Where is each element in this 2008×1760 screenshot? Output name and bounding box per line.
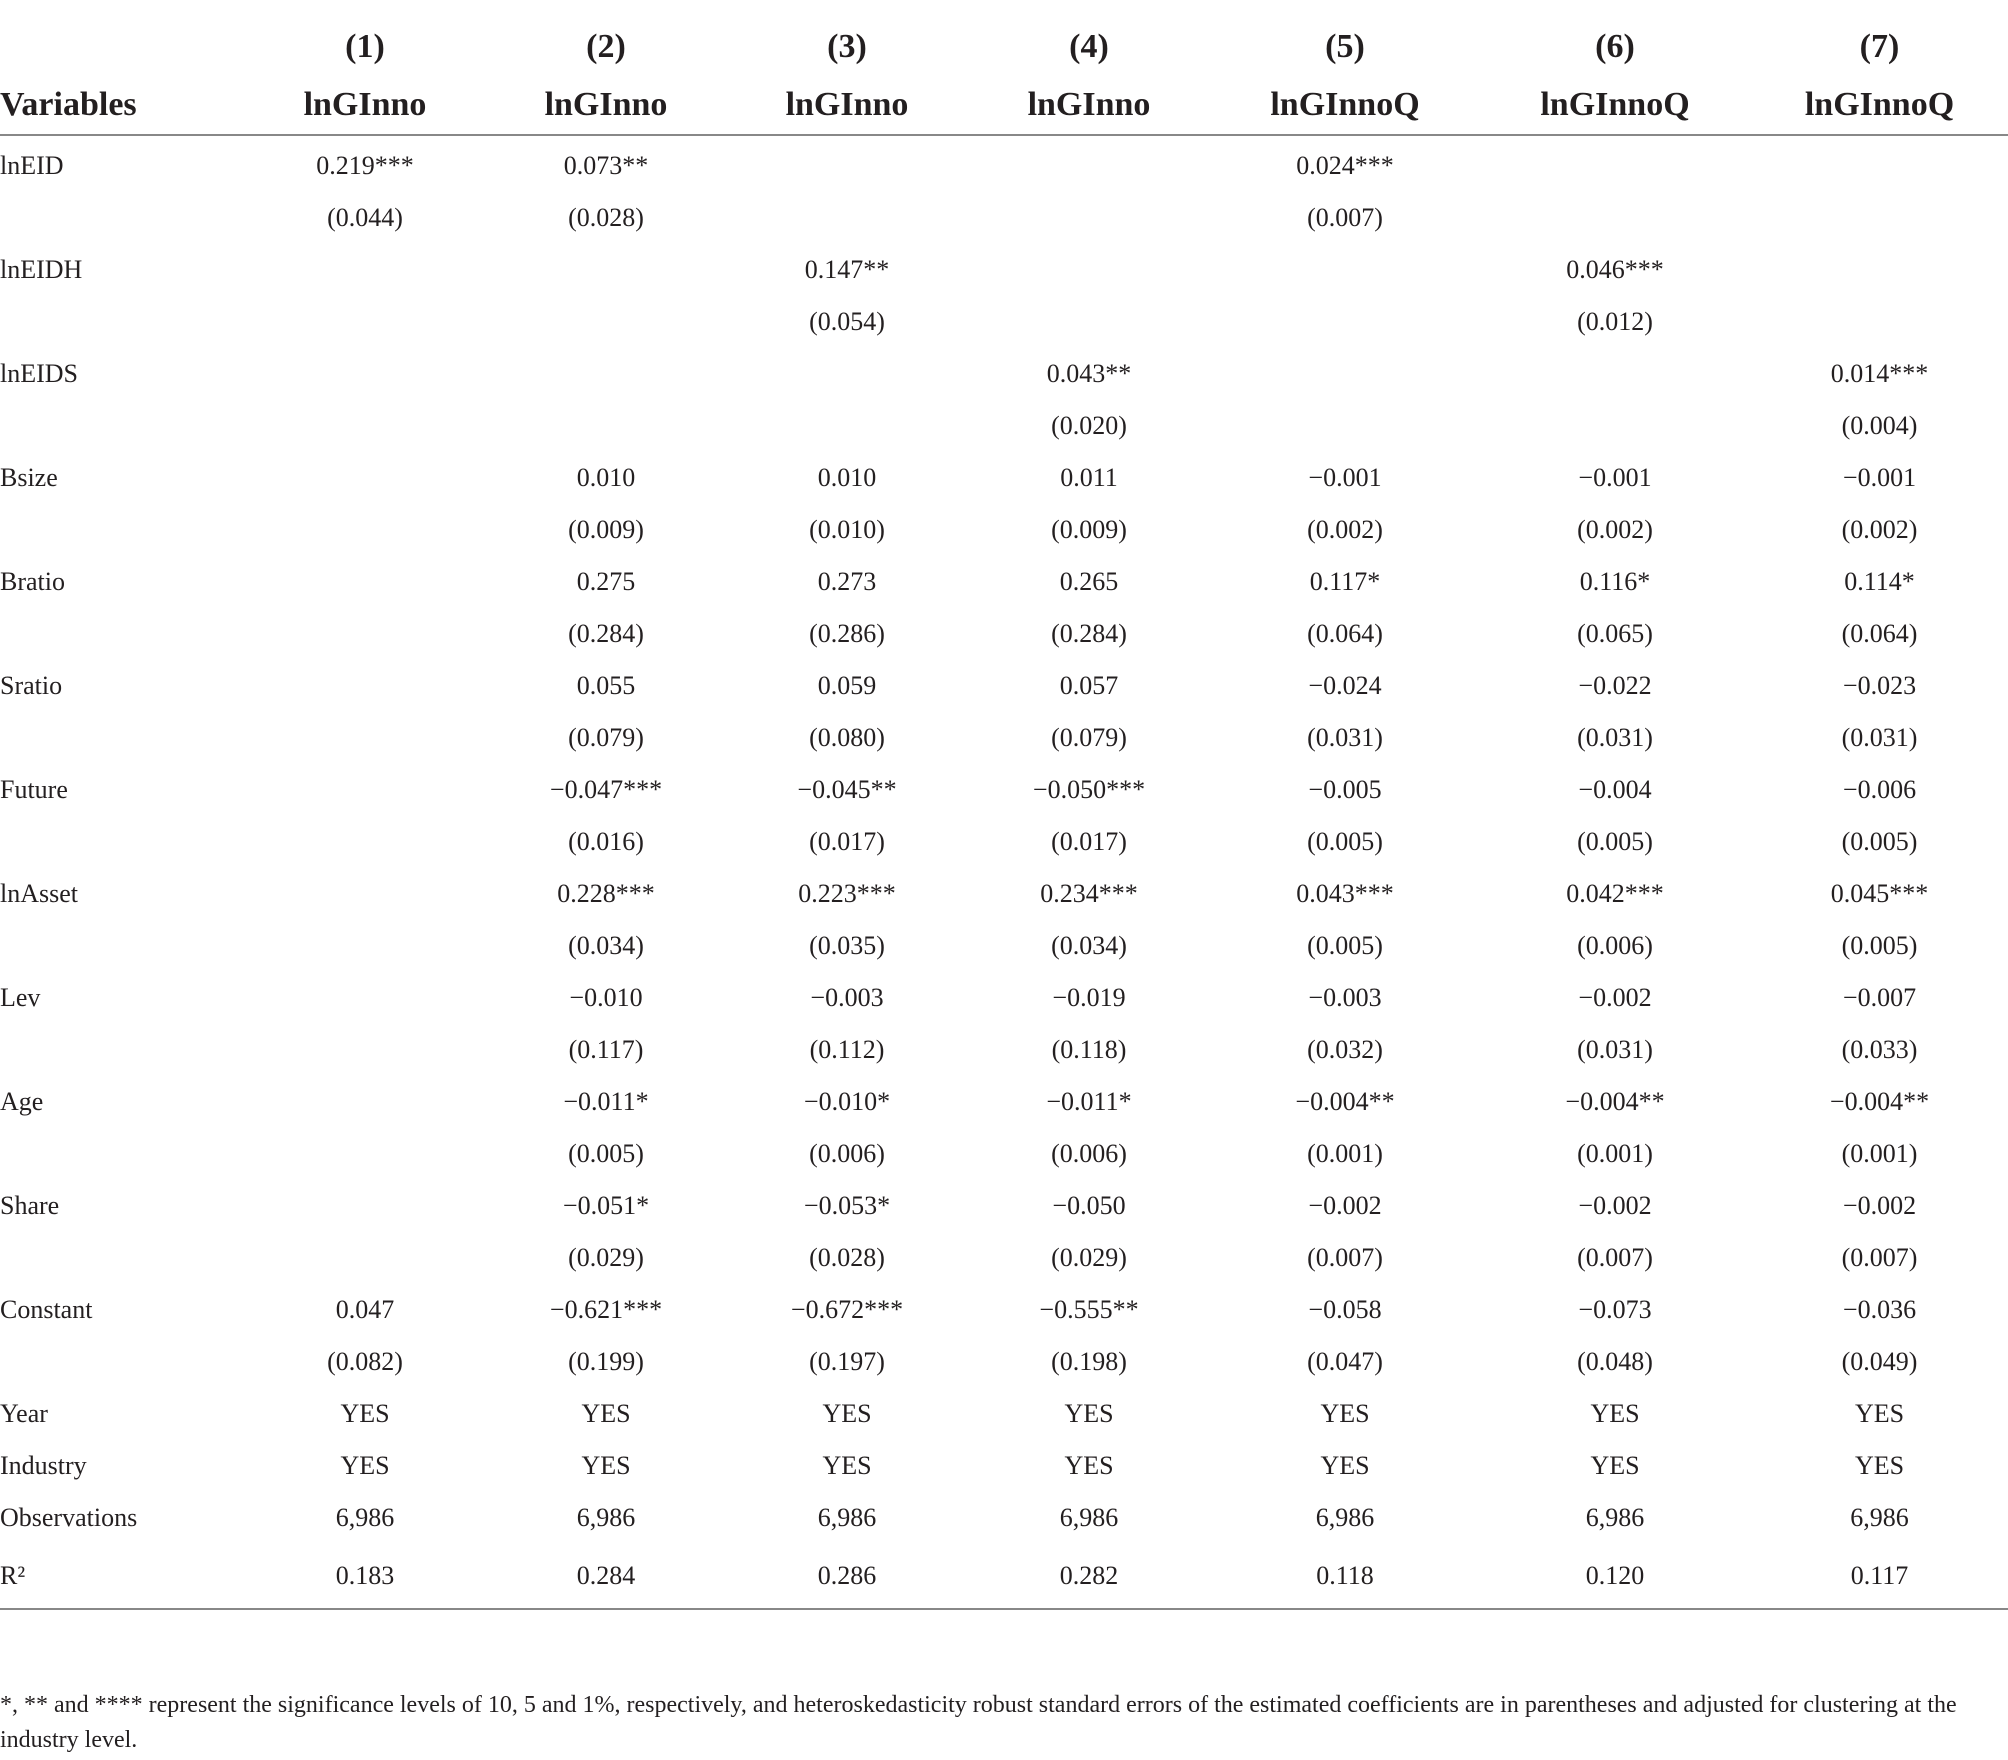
table-row <box>0 504 2008 556</box>
table-cell: −0.672*** <box>790 1295 904 1324</box>
table-row <box>0 1388 2008 1440</box>
row-variable-label <box>0 504 245 556</box>
table-cell <box>245 1024 485 1076</box>
table-row <box>0 296 2008 348</box>
table-cell: (0.079) <box>1051 723 1127 752</box>
table-cell: 0.046*** <box>1566 255 1664 284</box>
table-cell: (0.117) <box>568 1035 644 1064</box>
table-cell: (0.049) <box>1841 1347 1918 1376</box>
table-cell: (0.284) <box>568 619 644 648</box>
table-cell: 0.219*** <box>316 151 414 180</box>
row-variable-label: Bratio <box>0 567 65 596</box>
table-cell <box>245 1232 485 1284</box>
row-variable-label: Future <box>0 775 68 804</box>
table-cell: (0.065) <box>1577 619 1653 648</box>
table-body <box>0 135 2008 1609</box>
regression-table-container <box>0 18 2008 1610</box>
table-cell <box>727 400 967 452</box>
table-cell: (0.054) <box>809 307 885 336</box>
table-cell: (0.001) <box>1307 1139 1383 1168</box>
column-number: (6) <box>1595 28 1635 65</box>
table-row <box>0 608 2008 660</box>
table-cell: 0.120 <box>1479 1544 1751 1609</box>
table-cell: 0.010 <box>817 463 877 492</box>
table-cell: 0.275 <box>576 567 636 596</box>
table-cell: (0.064) <box>1307 619 1383 648</box>
table-cell: YES <box>581 1399 631 1428</box>
table-cell: −0.010* <box>803 1087 891 1116</box>
column-number: (7) <box>1859 28 1900 65</box>
table-cell: (0.006) <box>1051 1139 1127 1168</box>
table-cell: 0.282 <box>967 1544 1211 1609</box>
table-cell <box>245 972 485 1024</box>
column-number: (2) <box>586 28 626 65</box>
table-cell <box>245 608 485 660</box>
table-row <box>0 452 2008 504</box>
table-cell: 0.223*** <box>798 879 896 908</box>
table-cell: −0.045** <box>797 775 897 804</box>
row-variable-label: Bsize <box>0 463 58 492</box>
table-cell: (0.112) <box>809 1035 885 1064</box>
table-cell: 6,986 <box>1059 1503 1119 1532</box>
table-cell: (0.118) <box>1051 1035 1127 1064</box>
table-cell: −0.004** <box>1565 1087 1665 1116</box>
table-cell: (0.079) <box>568 723 644 752</box>
table-cell: (0.005) <box>1577 827 1653 856</box>
table-row <box>0 1336 2008 1388</box>
row-variable-label <box>0 1128 245 1180</box>
table-cell: (0.028) <box>568 203 644 232</box>
table-cell: (0.006) <box>809 1139 885 1168</box>
table-cell: −0.004** <box>1829 1087 1930 1116</box>
column-number: (5) <box>1325 28 1365 65</box>
table-cell <box>1751 296 2008 348</box>
table-cell: (0.012) <box>1577 307 1653 336</box>
dependent-variable-header: lnGInnoQ <box>1211 76 1479 135</box>
table-cell: (0.029) <box>1051 1243 1127 1272</box>
table-row <box>0 1440 2008 1492</box>
table-cell: −0.002 <box>1308 1191 1382 1220</box>
table-cell: −0.004 <box>1578 775 1652 804</box>
table-cell <box>1211 400 1479 452</box>
table-cell <box>245 244 485 296</box>
table-cell: −0.001 <box>1578 463 1652 492</box>
table-row <box>0 348 2008 400</box>
table-cell: YES <box>1854 1451 1905 1480</box>
row-variable-label <box>0 920 245 972</box>
column-number: (4) <box>1069 28 1109 65</box>
table-row <box>0 816 2008 868</box>
table-cell <box>967 192 1211 244</box>
table-cell <box>245 660 485 712</box>
table-cell <box>245 1128 485 1180</box>
table-cell: YES <box>1064 1451 1114 1480</box>
table-cell: 0.045*** <box>1830 879 1929 908</box>
table-row <box>0 135 2008 192</box>
column-number-row <box>0 18 2008 76</box>
row-variable-label: lnAsset <box>0 879 78 908</box>
table-cell: (0.007) <box>1577 1243 1653 1272</box>
table-cell: 0.055 <box>576 671 636 700</box>
table-cell <box>485 296 727 348</box>
table-cell <box>1211 244 1479 296</box>
row-variable-label <box>0 1024 245 1076</box>
table-cell: (0.031) <box>1577 723 1653 752</box>
table-row <box>0 1024 2008 1076</box>
row-variable-label: Lev <box>0 983 41 1012</box>
table-cell: (0.064) <box>1841 619 1918 648</box>
table-row <box>0 1128 2008 1180</box>
table-cell: −0.002 <box>1578 1191 1652 1220</box>
row-variable-label <box>0 296 245 348</box>
table-cell: (0.082) <box>327 1347 403 1376</box>
table-cell: (0.009) <box>568 515 644 544</box>
table-cell: (0.197) <box>809 1347 885 1376</box>
table-cell: 0.117 <box>1751 1544 2008 1609</box>
table-cell: (0.047) <box>1307 1347 1383 1376</box>
table-cell: −0.036 <box>1842 1295 1917 1324</box>
table-cell: (0.031) <box>1841 723 1918 752</box>
table-row <box>0 400 2008 452</box>
table-cell: (0.284) <box>1051 619 1127 648</box>
column-number: (3) <box>827 28 867 65</box>
header-blank-cell <box>0 18 245 76</box>
table-cell: 0.284 <box>485 1544 727 1609</box>
table-cell <box>245 1076 485 1128</box>
table-cell: 0.059 <box>817 671 877 700</box>
table-cell: −0.555** <box>1039 1295 1139 1324</box>
table-cell: (0.080) <box>809 723 885 752</box>
table-cell: (0.033) <box>1841 1035 1918 1064</box>
table-cell <box>245 296 485 348</box>
table-cell: 6,986 <box>1850 1503 1909 1532</box>
table-cell: (0.034) <box>1051 931 1127 960</box>
table-row <box>0 244 2008 296</box>
table-cell: −0.005 <box>1308 775 1382 804</box>
table-cell: (0.010) <box>809 515 885 544</box>
table-cell: (0.007) <box>1841 1243 1918 1272</box>
table-cell: (0.001) <box>1577 1139 1653 1168</box>
table-cell: (0.009) <box>1051 515 1127 544</box>
table-cell <box>967 135 1211 192</box>
table-cell: 0.114* <box>1844 567 1915 596</box>
table-row <box>0 192 2008 244</box>
table-cell: (0.007) <box>1307 203 1383 232</box>
table-cell: −0.011* <box>1046 1087 1132 1116</box>
table-cell: (0.199) <box>568 1347 644 1376</box>
table-row <box>0 1544 2008 1609</box>
table-cell: (0.032) <box>1307 1035 1383 1064</box>
row-variable-label <box>0 712 245 764</box>
row-variable-label: Year <box>0 1399 48 1428</box>
table-cell: 0.273 <box>817 567 877 596</box>
regression-table <box>0 18 2008 1610</box>
table-cell: 0.011 <box>1060 463 1118 492</box>
table-cell <box>245 452 485 504</box>
column-number: (1) <box>345 28 385 65</box>
row-variable-label: Share <box>0 1191 60 1220</box>
table-cell: 0.014*** <box>1830 359 1929 388</box>
table-cell: −0.053* <box>803 1191 891 1220</box>
table-cell <box>485 400 727 452</box>
table-row <box>0 868 2008 920</box>
table-cell: (0.020) <box>1051 411 1127 440</box>
table-cell <box>1479 400 1751 452</box>
table-cell: 6,986 <box>1585 1503 1645 1532</box>
row-variable-label: Sratio <box>0 671 63 700</box>
table-cell <box>245 1180 485 1232</box>
table-cell: (0.005) <box>1841 931 1918 960</box>
table-cell <box>245 556 485 608</box>
table-cell <box>1751 244 2008 296</box>
row-variable-label <box>0 608 245 660</box>
table-cell: YES <box>1590 1451 1640 1480</box>
table-cell: −0.001 <box>1842 463 1917 492</box>
table-cell: 6,986 <box>817 1503 877 1532</box>
table-cell: (0.017) <box>1051 827 1127 856</box>
row-variable-label <box>0 400 245 452</box>
row-variable-label <box>0 1232 245 1284</box>
table-cell: YES <box>1590 1399 1640 1428</box>
table-cell: (0.002) <box>1841 515 1918 544</box>
table-row <box>0 1076 2008 1128</box>
table-cell: −0.011* <box>563 1087 649 1116</box>
table-cell: 0.043** <box>1046 359 1132 388</box>
table-cell: −0.003 <box>810 983 884 1012</box>
table-cell: (0.031) <box>1307 723 1383 752</box>
table-cell: −0.003 <box>1308 983 1382 1012</box>
table-header <box>0 18 2008 135</box>
table-cell: −0.050 <box>1052 1191 1126 1220</box>
table-cell <box>1479 348 1751 400</box>
table-cell <box>245 348 485 400</box>
table-cell: (0.016) <box>568 827 644 856</box>
table-cell: −0.047*** <box>549 775 663 804</box>
table-cell: YES <box>1320 1451 1370 1480</box>
table-cell: 6,986 <box>335 1503 395 1532</box>
table-cell: −0.051* <box>562 1191 650 1220</box>
row-variable-label <box>0 1336 245 1388</box>
table-cell: 0.228*** <box>557 879 655 908</box>
row-variable-label: Age <box>0 1087 44 1116</box>
table-cell <box>245 400 485 452</box>
table-cell: (0.001) <box>1841 1139 1918 1168</box>
table-cell: 0.073** <box>563 151 649 180</box>
table-row <box>0 1284 2008 1336</box>
table-cell <box>245 504 485 556</box>
dependent-variable-header: lnGInno <box>245 76 485 135</box>
table-cell: (0.017) <box>809 827 885 856</box>
table-cell: YES <box>1064 1399 1114 1428</box>
table-cell: −0.050*** <box>1032 775 1146 804</box>
table-cell: YES <box>340 1451 390 1480</box>
table-cell: (0.198) <box>1051 1347 1127 1376</box>
table-cell <box>245 816 485 868</box>
row-variable-label: R² <box>0 1544 245 1609</box>
dependent-variable-header: lnGInnoQ <box>1479 76 1751 135</box>
table-cell <box>245 764 485 816</box>
variables-header: Variables <box>0 76 245 135</box>
table-cell: −0.621*** <box>549 1295 663 1324</box>
table-cell <box>1211 348 1479 400</box>
table-cell: (0.034) <box>568 931 644 960</box>
table-cell: 0.118 <box>1211 1544 1479 1609</box>
table-cell: 0.043*** <box>1296 879 1394 908</box>
dependent-variable-header: lnGInno <box>727 76 967 135</box>
table-row <box>0 920 2008 972</box>
row-variable-label: Constant <box>0 1295 93 1324</box>
row-variable-label: lnEIDH <box>0 255 83 284</box>
table-row <box>0 712 2008 764</box>
table-cell: (0.002) <box>1577 515 1653 544</box>
table-cell <box>245 712 485 764</box>
table-cell: YES <box>822 1451 872 1480</box>
table-cell: −0.007 <box>1842 983 1917 1012</box>
table-row <box>0 1232 2008 1284</box>
table-row <box>0 660 2008 712</box>
table-cell: (0.005) <box>1307 931 1383 960</box>
row-variable-label: Observations <box>0 1503 138 1532</box>
table-row <box>0 972 2008 1024</box>
table-cell: 0.117* <box>1309 567 1381 596</box>
table-cell: −0.010 <box>569 983 643 1012</box>
table-row <box>0 1492 2008 1544</box>
table-cell <box>967 244 1211 296</box>
table-cell <box>1211 296 1479 348</box>
table-cell: YES <box>340 1399 390 1428</box>
table-cell <box>245 868 485 920</box>
table-cell: −0.002 <box>1842 1191 1917 1220</box>
table-cell <box>1479 192 1751 244</box>
row-variable-label <box>0 192 245 244</box>
table-cell: (0.007) <box>1307 1243 1383 1272</box>
table-cell: 0.024*** <box>1296 151 1394 180</box>
dependent-variable-header: lnGInnoQ <box>1751 76 2008 135</box>
table-cell: (0.035) <box>809 931 885 960</box>
table-cell: (0.029) <box>568 1243 644 1272</box>
table-cell: −0.019 <box>1052 983 1126 1012</box>
table-cell: (0.044) <box>327 203 403 232</box>
table-cell: (0.006) <box>1577 931 1653 960</box>
dependent-variable-header: lnGInno <box>967 76 1211 135</box>
table-cell: (0.005) <box>568 1139 644 1168</box>
table-cell: (0.031) <box>1577 1035 1653 1064</box>
table-cell <box>967 296 1211 348</box>
row-variable-label: lnEID <box>0 151 64 180</box>
table-cell: (0.286) <box>809 619 885 648</box>
table-cell: 0.265 <box>1059 567 1119 596</box>
table-cell: −0.058 <box>1308 1295 1382 1324</box>
table-cell: −0.022 <box>1578 671 1652 700</box>
table-cell <box>1751 192 2008 244</box>
row-variable-label <box>0 816 245 868</box>
column-name-row <box>0 76 2008 135</box>
table-cell: −0.024 <box>1308 671 1382 700</box>
row-variable-label: lnEIDS <box>0 359 78 388</box>
row-variable-label: Industry <box>0 1451 87 1480</box>
table-cell: 0.183 <box>245 1544 485 1609</box>
table-cell <box>1751 135 2008 192</box>
table-cell: 0.286 <box>727 1544 967 1609</box>
table-cell: (0.002) <box>1307 515 1383 544</box>
table-cell: 0.047 <box>335 1295 395 1324</box>
table-cell: 0.116* <box>1579 567 1651 596</box>
table-cell <box>485 244 727 296</box>
table-cell: 6,986 <box>1315 1503 1375 1532</box>
table-cell: YES <box>822 1399 872 1428</box>
table-cell: 0.010 <box>576 463 636 492</box>
table-row <box>0 1180 2008 1232</box>
table-cell: −0.023 <box>1842 671 1917 700</box>
table-footnote: *, ** and **** represent the significance levels of 10, 5 and 1%, respectively, and heteroskedasticity robust standard errors of the estimated coefficients are in parentheses and adjusted for clustering at the industry level. <box>0 1692 1957 1753</box>
table-cell: 6,986 <box>576 1503 636 1532</box>
table-row <box>0 764 2008 816</box>
table-cell: (0.005) <box>1307 827 1383 856</box>
table-cell: 0.042*** <box>1566 879 1664 908</box>
table-cell <box>245 920 485 972</box>
table-cell: −0.004** <box>1295 1087 1395 1116</box>
table-cell: (0.028) <box>809 1243 885 1272</box>
table-cell <box>727 135 967 192</box>
table-row <box>0 556 2008 608</box>
table-cell <box>727 192 967 244</box>
table-cell <box>485 348 727 400</box>
table-cell: 0.234*** <box>1040 879 1138 908</box>
table-cell: (0.004) <box>1841 411 1918 440</box>
table-cell: −0.006 <box>1842 775 1917 804</box>
table-cell <box>727 348 967 400</box>
dependent-variable-header: lnGInno <box>485 76 727 135</box>
table-cell: 0.147** <box>804 255 890 284</box>
table-cell: YES <box>1854 1399 1905 1428</box>
table-cell: YES <box>581 1451 631 1480</box>
table-cell: (0.005) <box>1841 827 1918 856</box>
table-cell: (0.048) <box>1577 1347 1653 1376</box>
table-cell: −0.073 <box>1578 1295 1652 1324</box>
table-cell <box>1479 135 1751 192</box>
table-cell: YES <box>1320 1399 1370 1428</box>
table-cell: −0.001 <box>1308 463 1382 492</box>
table-cell: −0.002 <box>1578 983 1652 1012</box>
table-cell: 0.057 <box>1059 671 1119 700</box>
